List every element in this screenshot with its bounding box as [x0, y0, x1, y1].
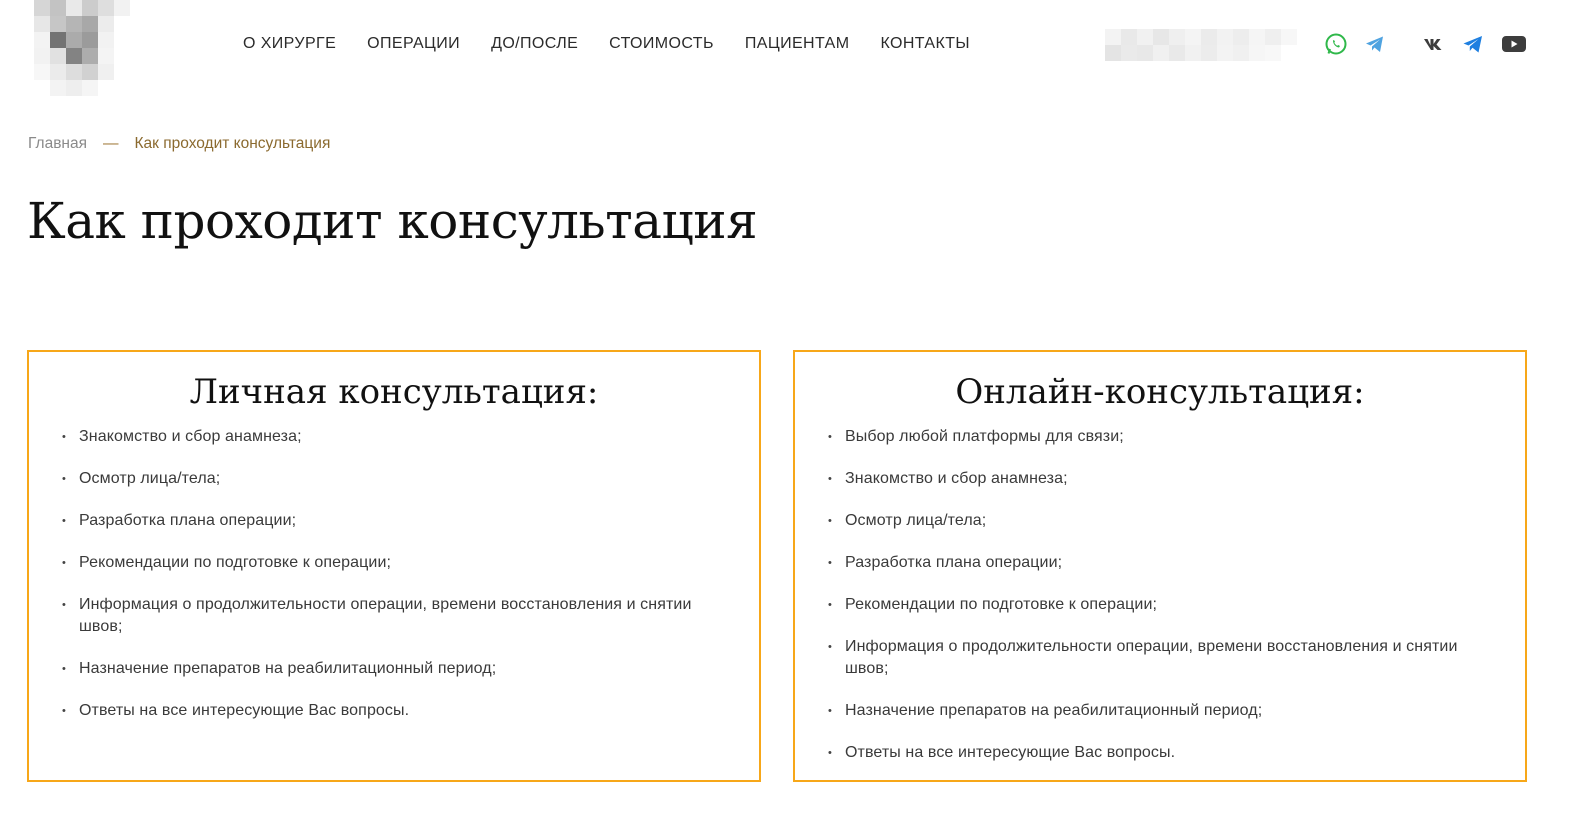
nav-surgeon[interactable]: О ХИРУРГЕ: [243, 35, 337, 52]
list-item: • Рекомендации по подготовке к операции;: [825, 594, 1495, 616]
online-consultation-card: [793, 350, 1527, 782]
page-title: Как проходит консультация: [27, 192, 758, 250]
breadcrumb-separator: —: [103, 135, 119, 152]
whatsapp-icon[interactable]: [1324, 32, 1348, 56]
breadcrumb: [28, 135, 330, 153]
telegram-icon[interactable]: [1363, 32, 1387, 56]
vk-icon[interactable]: [1422, 32, 1446, 56]
nav-patients[interactable]: ПАЦИЕНТАМ: [744, 35, 850, 52]
card-title: Онлайн-консультация:: [955, 372, 1365, 412]
breadcrumb-current: Как проходит консультация: [134, 135, 331, 152]
phone-number[interactable]: [1105, 29, 1295, 61]
list-item: • Рекомендации по подготовке к операции;: [59, 552, 729, 574]
list-item: • Ответы на все интересующие Вас вопросы.: [825, 742, 1495, 764]
consultation-list: [59, 426, 729, 722]
list-item: • Информация о продолжительности операции, времени восстановления и снятии швов;: [59, 594, 729, 638]
list-item: • Выбор любой платформы для связи;: [825, 426, 1495, 448]
list-item: • Назначение препаратов на реабилитационный период;: [825, 700, 1495, 722]
list-item: • Разработка плана операции;: [825, 552, 1495, 574]
list-item: • Знакомство и сбор анамнеза;: [825, 468, 1495, 490]
nav-operations[interactable]: ОПЕРАЦИИ: [367, 35, 461, 52]
main-nav: [243, 33, 970, 55]
list-item: • Назначение препаратов на реабилитационный период;: [59, 658, 729, 680]
list-item: • Осмотр лица/тела;: [59, 468, 729, 490]
list-item: • Осмотр лица/тела;: [825, 510, 1495, 532]
in-person-consultation-card: [27, 350, 761, 782]
list-item: • Ответы на все интересующие Вас вопросы.: [59, 700, 729, 722]
youtube-icon[interactable]: [1501, 32, 1525, 56]
list-item: • Разработка плана операции;: [59, 510, 729, 532]
logo[interactable]: [34, 0, 130, 92]
telegram-icon[interactable]: [1461, 32, 1485, 56]
nav-price[interactable]: СТОИМОСТЬ: [609, 35, 714, 52]
list-item: • Знакомство и сбор анамнеза;: [59, 426, 729, 448]
list-item: • Информация о продолжительности операции, времени восстановления и снятии швов;: [825, 636, 1495, 680]
breadcrumb-home[interactable]: Главная: [28, 135, 87, 152]
nav-contacts[interactable]: КОНТАКТЫ: [880, 35, 970, 52]
card-title: Личная консультация:: [189, 372, 599, 412]
consultation-list: [825, 426, 1495, 764]
nav-before-after[interactable]: ДО/ПОСЛЕ: [491, 35, 579, 52]
